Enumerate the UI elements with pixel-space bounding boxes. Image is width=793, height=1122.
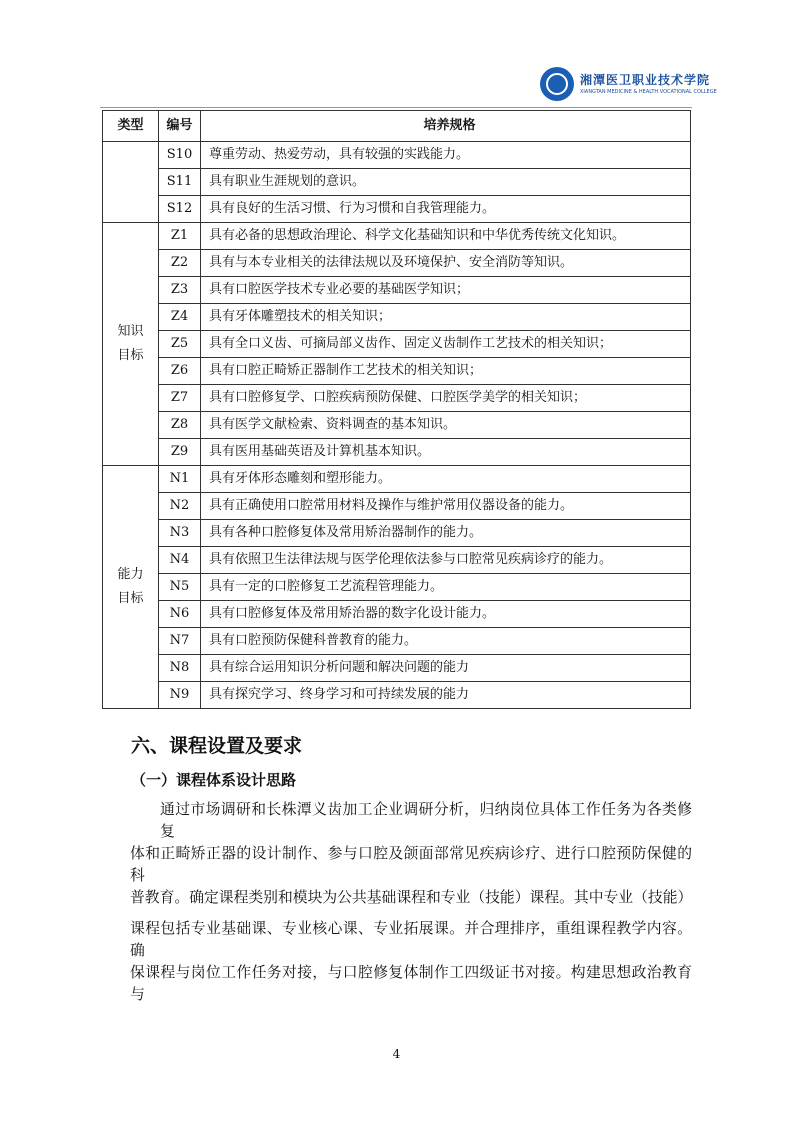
paragraph: [130, 799, 692, 1006]
code-cell: S10: [159, 142, 201, 169]
code-cell: Z8: [159, 412, 201, 439]
table-row: [103, 304, 691, 331]
table-row: [103, 466, 691, 493]
code-cell: N7: [159, 628, 201, 655]
code-cell: Z6: [159, 358, 201, 385]
spec-cell: 具有综合运用知识分析问题和解决问题的能力: [201, 655, 691, 682]
header-divider: [100, 107, 692, 108]
spec-cell: 具有口腔正畸矫正器制作工艺技术的相关知识；: [201, 358, 691, 385]
table-row: [103, 223, 691, 250]
section-title: 六、课程设置及要求: [131, 735, 303, 757]
spec-cell: 具有口腔预防保健科普教育的能力。: [201, 628, 691, 655]
spec-cell: 具有一定的口腔修复工艺流程管理能力。: [201, 574, 691, 601]
type-cell: [103, 142, 159, 223]
code-cell: Z3: [159, 277, 201, 304]
type-label: 目标: [117, 348, 144, 363]
type-cell: [103, 223, 159, 466]
table-row: [103, 547, 691, 574]
spec-cell: 具有正确使用口腔常用材料及操作与维护常用仪器设备的能力。: [201, 493, 691, 520]
table-row: [103, 331, 691, 358]
spec-cell: 具有职业生涯规划的意识。: [201, 169, 691, 196]
spec-cell: 具有口腔医学技术专业必要的基础医学知识；: [201, 277, 691, 304]
table-row: [103, 655, 691, 682]
spec-cell: 具有医用基础英语及计算机基本知识。: [201, 439, 691, 466]
spec-cell: 具有与本专业相关的法律法规以及环境保护、安全消防等知识。: [201, 250, 691, 277]
spec-cell: 具有依照卫生法律法规与医学伦理依法参与口腔常见疾病诊疗的能力。: [201, 547, 691, 574]
spec-cell: 具有牙体雕塑技术的相关知识；: [201, 304, 691, 331]
table-row: [103, 412, 691, 439]
spec-cell: 具有医学文献检索、资料调查的基本知识。: [201, 412, 691, 439]
column-header: 培养规格: [201, 111, 691, 142]
spec-cell: 具有牙体形态雕刻和塑形能力。: [201, 466, 691, 493]
code-cell: Z7: [159, 385, 201, 412]
table-row: [103, 169, 691, 196]
code-cell: N2: [159, 493, 201, 520]
table-row: [103, 601, 691, 628]
code-cell: N4: [159, 547, 201, 574]
code-cell: S12: [159, 196, 201, 223]
code-cell: Z1: [159, 223, 201, 250]
spec-cell: 具有口腔修复体及常用矫治器的数字化设计能力。: [201, 601, 691, 628]
table-row: [103, 142, 691, 169]
paragraph-line: 体和正畸矫正器的设计制作、参与口腔及颌面部常见疾病诊疗、进行口腔预防保健的科: [130, 845, 692, 884]
table-row: [103, 250, 691, 277]
spec-cell: 具有各种口腔修复体及常用矫治器制作的能力。: [201, 520, 691, 547]
college-logo: [540, 64, 730, 104]
code-cell: N3: [159, 520, 201, 547]
training-spec-table: [102, 110, 691, 709]
spec-cell: 具有良好的生活习惯、行为习惯和自我管理能力。: [201, 196, 691, 223]
table-row: [103, 520, 691, 547]
column-header: 类型: [103, 111, 159, 142]
spec-cell: 具有必备的思想政治理论、科学文化基础知识和中华优秀传统文化知识。: [201, 223, 691, 250]
paragraph-line: 保课程与岗位工作任务对接，与口腔修复体制作工四级证书对接。构建思想政治教育与: [130, 964, 692, 1003]
code-cell: Z9: [159, 439, 201, 466]
table-row: [103, 574, 691, 601]
code-cell: Z2: [159, 250, 201, 277]
logo-en: XIANGTAN MEDICINE & HEALTH VOCATIONAL COLLEGE: [580, 89, 717, 95]
code-cell: S11: [159, 169, 201, 196]
code-cell: N5: [159, 574, 201, 601]
type-cell: [103, 466, 159, 709]
logo-cn: 湘潭医卫职业技术学院: [580, 73, 711, 87]
type-label: 目标: [117, 591, 144, 606]
page-content: [102, 110, 692, 1062]
paragraph-line: 通过市场调研和长株潭义齿加工企业调研分析，归纳岗位具体工作任务为各类修复: [160, 801, 692, 840]
spec-cell: 具有全口义齿、可摘局部义齿作、固定义齿制作工艺技术的相关知识；: [201, 331, 691, 358]
code-cell: N1: [159, 466, 201, 493]
code-cell: N6: [159, 601, 201, 628]
spec-cell: 尊重劳动、热爱劳动，具有较强的实践能力。: [201, 142, 691, 169]
table-row: [103, 277, 691, 304]
table-row: [103, 385, 691, 412]
table-row: [103, 628, 691, 655]
type-label: 知识: [117, 324, 144, 339]
table-row: [103, 493, 691, 520]
table-row: [103, 358, 691, 385]
paragraph-line: 课程包括专业基础课、专业核心课、专业拓展课。并合理排序，重组课程教学内容。确: [130, 920, 692, 959]
college-seal-icon: [540, 67, 574, 101]
code-cell: Z4: [159, 304, 201, 331]
page-number: 4: [392, 1047, 401, 1061]
paragraph-line: 普教育。确定课程类别和模块为公共基础课程和专业（技能）课程。其中专业（技能）: [130, 889, 693, 906]
spec-cell: 具有探究学习、终身学习和可持续发展的能力: [201, 682, 691, 709]
section-subtitle: （一）课程体系设计思路: [131, 771, 297, 789]
code-cell: Z5: [159, 331, 201, 358]
spec-cell: 具有口腔修复学、口腔疾病预防保健、口腔医学美学的相关知识；: [201, 385, 691, 412]
code-cell: N9: [159, 682, 201, 709]
type-label: 能力: [117, 567, 144, 582]
code-cell: N8: [159, 655, 201, 682]
table-row: [103, 682, 691, 709]
table-row: [103, 196, 691, 223]
table-row: [103, 439, 691, 466]
column-header: 编号: [159, 111, 201, 142]
